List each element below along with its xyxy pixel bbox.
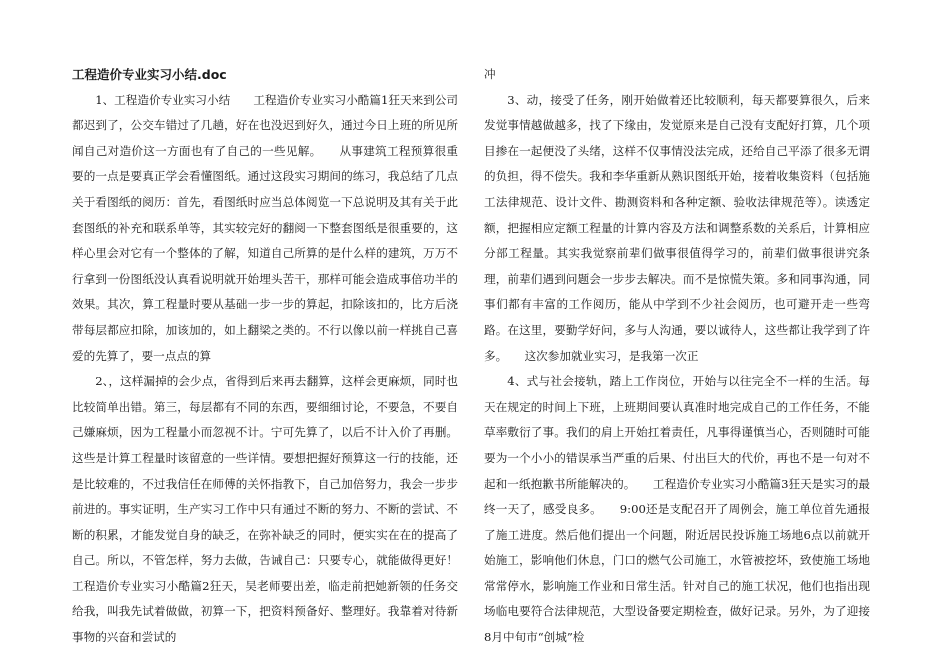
left-column <box>72 62 482 651</box>
continued-text: 冲 <box>484 67 496 81</box>
document-title: 工程造价专业实习小结.doc <box>72 67 227 82</box>
right-column <box>484 62 870 651</box>
paragraph-2: 2、，这样漏掉的会少点，省得到后来再去翻算，这样会更麻烦，同时也比较简单出错。第三，每层都有不同的东西，要细细讨论，不要急，不要自己嫌麻烦，因为工程量小而忽视不计。宁可先算了，以后不计入价了再删。这些是计算工程量时该留意的一些详情。要想把握好预算这一行的技能，还是比较难的，不过我信任在师傅的关怀指教下，自己加倍努力，我会一步步前进的。事实证明，生产实习工作中只有通过不断的努力、不断的尝试、不断的积累，才能发觉自身的缺乏，在弥补缺乏的同时，便实实在在的提高了自己。所以，不管怎样，努力去做，告诫自己：只要专心，就能做得更好！ 工程造价专业实习小酷篇2狂天，吴老师要出差，临走前把她新领的任务交给我，叫我先试着做做，初算一下，把资料预备好、整理好。我靠着对待新事物的兴奋和尝试的 <box>72 374 482 645</box>
paragraph-3: 3、动，接受了任务，刚开始做着还比较顺利，每天都要算很久，后来发觉事情越做越多，找了下缘由，发觉原来是自己没有支配好打算，几个项目掺在一起便没了头绪，这样不仅事情没法完成，还给自己平添了很多无谓的负担，得不偿失。我和李华重新从熟识图纸开始，接着收集资料（包括施工法律规范、设计文件、勘测资料和各种定额、验收法律规范等）。读透定额，把握相应定额工程量的计算内容及方法和调整系数的关系后，计算相应分部工程量。其实我觉察前辈们做事很值得学习的，前辈们做事很讲究条理，前辈们遇到问题会一步步去解决。而不是惊慌失策。多和同事沟通，同事们都有丰富的工作阅历，能从中学到不少社会阅历，也可避开走一些弯路。在这里，要勤学好问，多与人沟通，要以诚待人，这些都让我学到了许多。 这次参加就业实习，是我第一次正 <box>484 92 870 363</box>
paragraph-4: 4、式与社会接轨，踏上工作岗位，开始与以往完全不一样的生活。每天在规定的时间上下班，上班期间要认真准时地完成自己的工作任务，不能草率敷衍了事。我们的肩上开始扛着责任，凡事得谨慎当心，否则随时可能要为一个小小的错误承当严重的后果、付出巨大的代价，再也不是一句对不起和一纸抱歉书所能解决的。 工程造价专业实习小酷篇3狂天是实习的最终一天了，感受良多。 9:00还是支配召开了周例会，施工单位首先通报了施工进度。然后他们提出一个问题，附近居民投诉施工场地6点以前就开始施工，影响他们休息，门口的燃气公司施工，水管被挖坏，致使施工场地常常停水，影响施工作业和日常生活。针对自己的施工状况，他们也指出现场临电要符合法律规范，大型设备要定期检查，做好记录。另外，为了迎接8月中旬市“创城”检 <box>484 374 870 645</box>
paragraph-1: 1、工程造价专业实习小结 工程造价专业实习小酷篇1狂天来到公司都迟到了，公交车错过了几趟，好在也没迟到好久，通过今日上班的所见所闻自己对造价这一方面也有了自己的一些见解。 从事建筑工程预算很重要的一点是要真正学会看懂图纸。通过这段实习期间的练习，我总结了几点关于看图纸的阅历：首先，看图纸时应当总体阅览一下总说明及其有关于此套图纸的补充和联系单等，其实较完好的翻阅一下整套图纸是很重要的，这样心里会对它有一个整体的了解，知道自己所算的是什么样的建筑，万万不行拿到一份图纸没认真看说明就开始埋头苦干，那样可能会造成事倍功半的效果。其次，算工程量时要从基础一步一步的算起，扣除该扣的，比方后浇带每层都应扣除，加该加的，如上翻梁之类的。不行以像以前一样挑自己喜爱的先算了，要一点点的算 <box>72 92 458 363</box>
